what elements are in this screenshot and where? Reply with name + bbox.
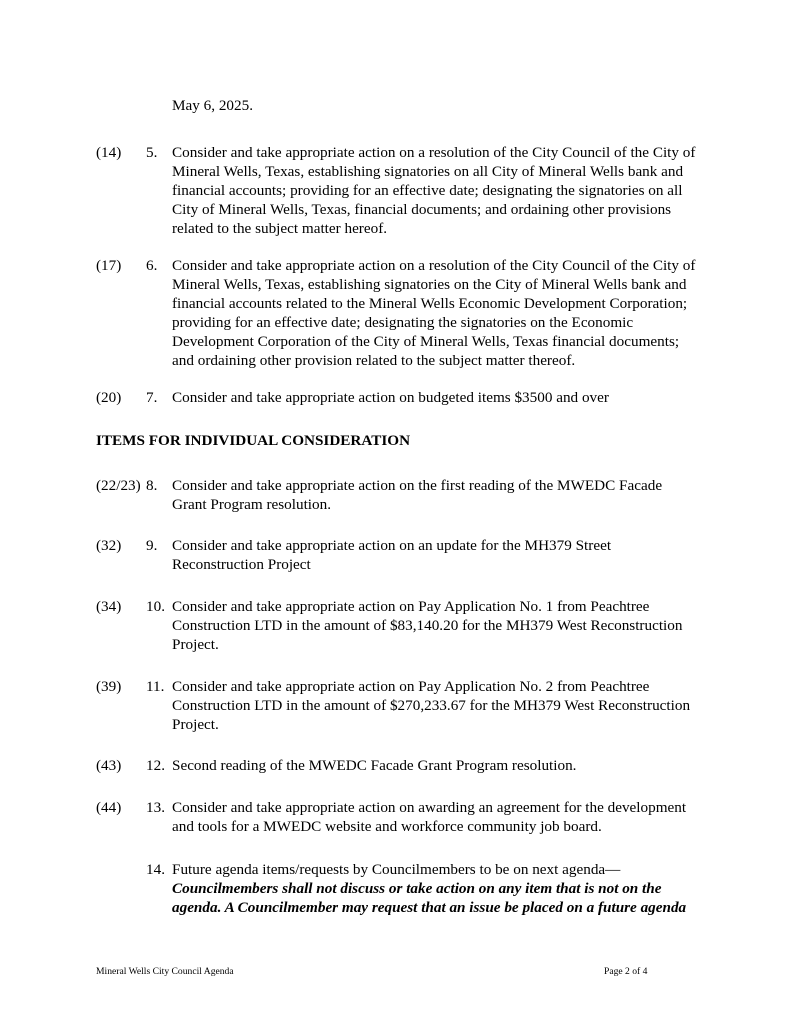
item-text: Future agenda items/requests by Councilmembers to be on next agenda—	[172, 861, 621, 878]
item-number: 9.	[146, 537, 158, 554]
item-text: Consider and take appropriate action on budgeted items $3500 and over	[172, 389, 609, 406]
footer-page-number: Page 2 of 4	[604, 966, 648, 977]
item-ref: (22/23)	[96, 477, 141, 494]
item-number: 8.	[146, 477, 158, 494]
item-number: 14.	[146, 861, 165, 878]
item-text: Consider and take appropriate action on awarding an agreement for the development and tools for a MWEDC website and workforce community job board.	[172, 799, 687, 835]
item-text: Consider and take appropriate action on the first reading of the MWEDC Facade Grant Program resolution.	[172, 477, 663, 513]
item-number: 10.	[146, 598, 165, 615]
item-text: Consider and take appropriate action on a resolution of the City Council of the City of Mineral Wells, Texas, establishing signatories on all City of Mineral Wells bank and financial accounts; providing for an effective date; designating the signatories on all City of Mineral Wells, Texas, financial documents; and ordaining other provisions related to the subject matter hereof.	[172, 144, 696, 237]
footer-left: Mineral Wells City Council Agenda	[96, 966, 234, 977]
item-number: 13.	[146, 799, 165, 816]
item-ref: (14)	[96, 144, 122, 161]
item-number: 11.	[146, 678, 165, 695]
item-ref: (34)	[96, 598, 122, 615]
item-text: Consider and take appropriate action on a resolution of the City Council of the City of Mineral Wells, Texas, establishing signatories on the City of Mineral Wells bank and financial accounts related to the Mineral Wells Economic Development Corporation; providing for an effective date; designating the signatories on the Economic Development Corporation of the City of Mineral Wells, Texas financial documents; and ordaining other provision related to the subject matter thereof.	[172, 257, 696, 369]
item-number: 5.	[146, 144, 158, 161]
continued-text: May 6, 2025.	[172, 97, 253, 114]
item-ref: (44)	[96, 799, 122, 816]
item-ref: (20)	[96, 389, 122, 406]
item-ref: (43)	[96, 757, 122, 774]
item-number: 12.	[146, 757, 165, 774]
item-text-block	[172, 860, 712, 917]
item-text: Consider and take appropriate action on an update for the MH379 Street Reconstruction Project	[172, 537, 612, 573]
item-ref: (32)	[96, 537, 122, 554]
section-heading: ITEMS FOR INDIVIDUAL CONSIDERATION	[96, 432, 411, 449]
item-ref: (17)	[96, 257, 122, 274]
item-emphasis-text: Councilmembers shall not discuss or take action on any item that is not on the agenda. A Councilmember may request that an issue be placed on a future agenda	[172, 880, 687, 916]
item-text: Consider and take appropriate action on Pay Application No. 1 from Peachtree Construction LTD in the amount of $83,140.20 for the MH379 West Reconstruction Project.	[172, 598, 683, 653]
item-ref: (39)	[96, 678, 122, 695]
item-number: 6.	[146, 257, 158, 274]
item-text: Second reading of the MWEDC Facade Grant Program resolution.	[172, 757, 577, 774]
item-text: Consider and take appropriate action on Pay Application No. 2 from Peachtree Construction LTD in the amount of $270,233.67 for the MH379 West Reconstruction Project.	[172, 678, 691, 733]
item-number: 7.	[146, 389, 158, 406]
